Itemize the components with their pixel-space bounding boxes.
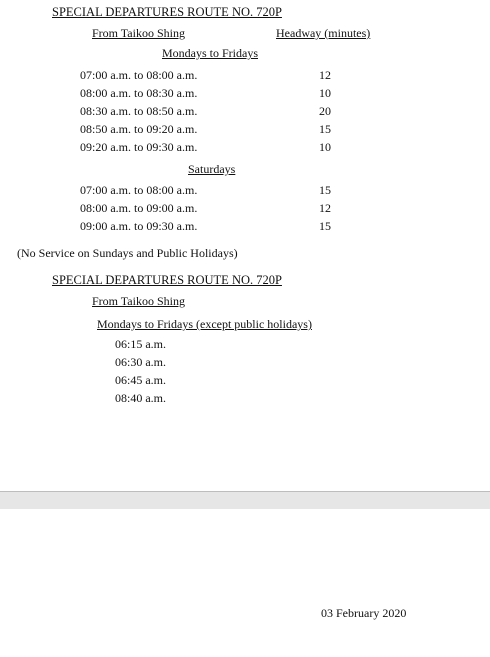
headway-cell: 15: [319, 219, 331, 233]
section2-weekday-heading: Mondays to Fridays (except public holidays): [97, 317, 312, 331]
page-separator: [0, 491, 490, 509]
no-service-note: (No Service on Sundays and Public Holidays): [17, 246, 238, 260]
headway-cell: 20: [319, 104, 331, 118]
list-item: 06:15 a.m.: [115, 337, 166, 351]
period-cell: 08:00 a.m. to 08:30 a.m.: [80, 86, 198, 100]
section1-headway-label: Headway (minutes): [276, 26, 371, 40]
period-cell: 07:00 a.m. to 08:00 a.m.: [80, 183, 198, 197]
section1-weekday-heading: Mondays to Fridays: [162, 46, 258, 60]
section1-saturday-heading: Saturdays: [188, 162, 236, 176]
list-item: 06:30 a.m.: [115, 355, 166, 369]
footer-date: 03 February 2020: [321, 606, 407, 620]
list-item: 08:40 a.m.: [115, 391, 166, 405]
period-cell: 07:00 a.m. to 08:00 a.m.: [80, 68, 198, 82]
headway-cell: 10: [319, 86, 331, 100]
section2-from-label: From Taikoo Shing: [92, 294, 185, 308]
period-cell: 09:20 a.m. to 09:30 a.m.: [80, 140, 198, 154]
headway-cell: 15: [319, 183, 331, 197]
headway-cell: 10: [319, 140, 331, 154]
section1-title: SPECIAL DEPARTURES ROUTE NO. 720P: [52, 5, 282, 19]
period-cell: 08:30 a.m. to 08:50 a.m.: [80, 104, 198, 118]
headway-cell: 15: [319, 122, 331, 136]
section1-from-label: From Taikoo Shing: [92, 26, 185, 40]
period-cell: 09:00 a.m. to 09:30 a.m.: [80, 219, 198, 233]
section2-title: SPECIAL DEPARTURES ROUTE NO. 720P: [52, 273, 282, 287]
headway-cell: 12: [319, 68, 331, 82]
list-item: 06:45 a.m.: [115, 373, 166, 387]
headway-cell: 12: [319, 201, 331, 215]
period-cell: 08:50 a.m. to 09:20 a.m.: [80, 122, 198, 136]
period-cell: 08:00 a.m. to 09:00 a.m.: [80, 201, 198, 215]
